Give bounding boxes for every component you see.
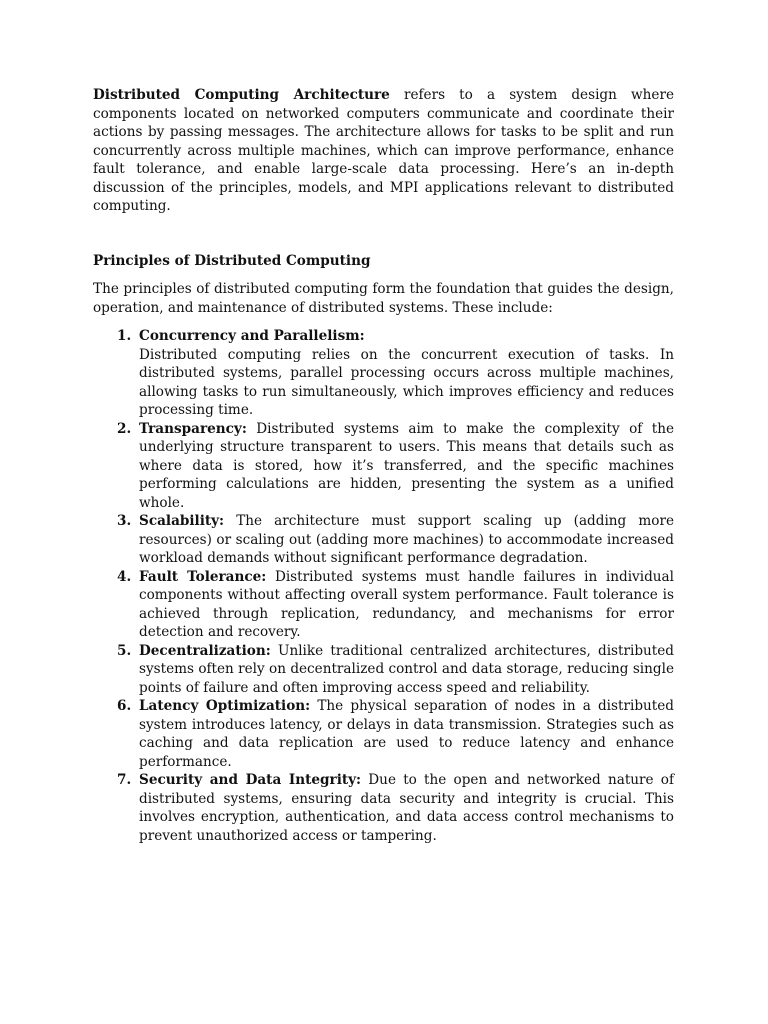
list-item-term: Fault Tolerance: [139, 568, 267, 585]
list-item-description: Due to the open and networked nature of distributed systems, ensuring data security and integrity is crucial. This involves encryption, authentication, and data access control mechanisms to prevent unauthorized access or tampering. [139, 772, 675, 844]
list-item-description: The physical separation of nodes in a distributed system introduces latency, or delays in data transmission. Strategies such as caching and data replication are used to reduce latency and enhance performance. [139, 698, 674, 770]
list-item-term: Transparency: [139, 420, 247, 437]
list-item [93, 771, 674, 845]
list-item-term: Scalability: [139, 513, 225, 529]
section-lead-paragraph: The principles of distributed computing form the foundation that guides the design, operation, and maintenance of distributed systems. These include: [93, 281, 674, 316]
intro-bold-lead: Distributed Computing Architecture [93, 87, 390, 103]
intro-paragraph [93, 86, 674, 216]
document-page [93, 86, 674, 845]
list-item [93, 420, 674, 513]
list-item [93, 327, 674, 420]
section-heading: Principles of Distributed Computing [93, 252, 371, 269]
list-item-number: 1. [117, 328, 132, 344]
list-item-number: 5. [117, 642, 132, 659]
list-item-number: 4. [117, 568, 132, 585]
list-item-description: Unlike traditional centralized architectures, distributed systems often rely on decentralized control and data storage, reducing single points of failure and often improving access speed and reliability. [139, 642, 674, 696]
list-item [93, 697, 674, 771]
list-item-description: The architecture must support scaling up (adding more resources) or scaling out (adding more machines) to accommodate increased workload demands without significant performance degradation. [139, 513, 674, 566]
list-item-description: Distributed systems aim to make the complexity of the underlying structure transparent to users. This means that details such as where data is stored, how it’s transferred, and the specific machines performing calculations are hidden, presenting the system as a unified whole. [139, 420, 674, 511]
list-item-term: Decentralization: [139, 642, 271, 659]
principles-list [93, 327, 674, 845]
list-item-term: Concurrency and Parallelism: [139, 328, 365, 344]
list-item-description: Distributed computing relies on the concurrent execution of tasks. In distributed systems, parallel processing occurs across multiple machines, allowing tasks to run simultaneously, which improves efficiency and reduces processing time. [139, 346, 674, 418]
list-item-number: 3. [117, 513, 132, 529]
list-item-description: Distributed systems must handle failures in individual components without affecting overall system performance. Fault tolerance is achieved through replication, redundancy, and mechanisms for error detection and recovery. [139, 568, 674, 640]
intro-text: refers to a system design where components located on networked computers communicate and coordinate their actions by passing messages. The architecture allows for tasks to be split and run concurrently across multiple machines, which can improve performance, enhance fault tolerance, and enable large-scale data processing. Here’s an in-depth discussion of the principles, models, and MPI applications relevant to distributed computing. [93, 87, 674, 214]
list-item-term: Security and Data Integrity: [139, 772, 362, 788]
list-item-number: 2. [117, 420, 132, 437]
list-item-term: Latency Optimization: [139, 698, 311, 714]
list-item [93, 512, 674, 568]
list-item-number: 7. [117, 772, 132, 788]
list-item-number: 6. [117, 698, 132, 714]
list-item [93, 568, 674, 642]
list-item [93, 642, 674, 698]
